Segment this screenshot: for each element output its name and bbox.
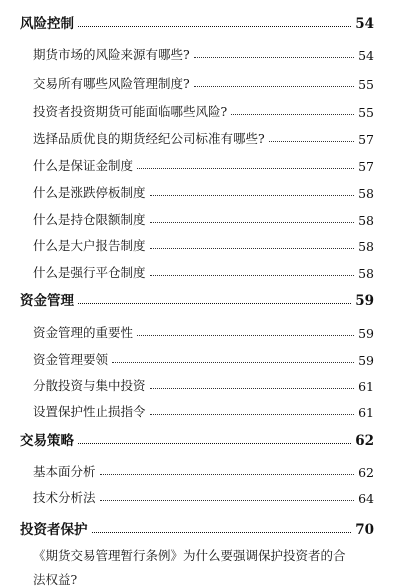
toc-title: 资金管理要领	[33, 352, 109, 367]
dot-leader	[194, 57, 354, 58]
toc-item-partial[interactable]: 《期货交易管理暂行条例》为什么要强调保护投资者的合	[33, 548, 346, 563]
toc-item[interactable]	[33, 396, 374, 420]
toc-page-number: 58	[358, 239, 374, 254]
toc-item[interactable]	[33, 482, 374, 506]
dot-leader	[231, 114, 354, 115]
toc-item[interactable]	[33, 177, 374, 201]
dot-leader	[78, 303, 351, 304]
toc-item[interactable]	[33, 96, 374, 120]
toc-page-number: 59	[355, 293, 374, 309]
dot-leader	[137, 168, 354, 169]
toc-item[interactable]	[33, 39, 374, 63]
toc-section-fund-management[interactable]	[20, 285, 374, 309]
dot-leader	[112, 362, 354, 363]
dot-leader	[100, 474, 355, 475]
dot-leader	[150, 222, 355, 223]
toc-item[interactable]	[33, 68, 374, 92]
toc-page-number: 58	[358, 186, 374, 201]
toc-title: 交易策略	[20, 429, 76, 449]
toc-page-number: 57	[358, 159, 374, 174]
toc-item-partial-continuation: 法权益?	[33, 572, 78, 587]
toc-page-number: 57	[358, 132, 374, 147]
dot-leader	[78, 443, 351, 444]
toc-item[interactable]	[33, 204, 374, 228]
toc-title: 什么是大户报告制度	[33, 238, 146, 253]
toc-page-number: 70	[355, 522, 374, 538]
toc-item[interactable]	[33, 257, 374, 281]
toc-page-number: 64	[358, 491, 374, 506]
toc-title: 基本面分析	[33, 464, 96, 479]
toc-item[interactable]	[33, 230, 374, 254]
toc-item[interactable]	[33, 123, 374, 147]
dot-leader	[194, 86, 354, 87]
toc-page-number: 62	[355, 433, 374, 449]
toc-page-number: 58	[358, 213, 374, 228]
toc-title: 交易所有哪些风险管理制度?	[33, 76, 190, 91]
toc-item[interactable]	[33, 370, 374, 394]
toc-page-number: 61	[358, 379, 374, 394]
toc-title: 资金管理的重要性	[33, 325, 134, 340]
toc-section-risk-control[interactable]	[20, 8, 374, 32]
toc-title: 什么是强行平仓制度	[33, 265, 146, 280]
dot-leader	[137, 335, 354, 336]
toc-section-investor-protection[interactable]	[20, 514, 374, 538]
dot-leader	[269, 141, 354, 142]
dot-leader	[100, 500, 355, 501]
toc-title: 资金管理	[20, 289, 76, 309]
toc-page-number: 55	[358, 105, 374, 120]
dot-leader	[150, 248, 355, 249]
toc-title: 期货市场的风险来源有哪些?	[33, 47, 190, 62]
dot-leader	[150, 388, 355, 389]
dot-leader	[78, 26, 351, 27]
toc-page-number: 58	[358, 266, 374, 281]
toc-item[interactable]	[33, 344, 374, 368]
dot-leader	[92, 532, 352, 533]
dot-leader	[150, 195, 355, 196]
toc-item[interactable]	[33, 150, 374, 174]
toc-item[interactable]	[33, 456, 374, 480]
dot-leader	[150, 414, 355, 415]
toc-title: 什么是持仓限额制度	[33, 212, 146, 227]
toc-title: 选择品质优良的期货经纪公司标准有哪些?	[33, 131, 265, 146]
toc-title: 投资者保护	[20, 518, 90, 538]
toc-page-number: 62	[358, 465, 374, 480]
toc-title: 风险控制	[20, 12, 76, 32]
toc-page-number: 54	[358, 48, 374, 63]
toc-page-number: 59	[358, 326, 374, 341]
toc-page-number: 59	[358, 353, 374, 368]
toc-title: 设置保护性止损指令	[33, 404, 146, 419]
toc-item[interactable]	[33, 317, 374, 341]
toc-page-number: 55	[358, 77, 374, 92]
toc-page-number: 54	[355, 16, 374, 32]
toc-title: 投资者投资期货可能面临哪些风险?	[33, 104, 228, 119]
toc-title: 什么是涨跌停板制度	[33, 185, 146, 200]
dot-leader	[150, 275, 355, 276]
toc-section-trading-strategy[interactable]	[20, 425, 374, 449]
toc-page-number: 61	[358, 405, 374, 420]
toc-title: 技术分析法	[33, 490, 96, 505]
toc-title: 什么是保证金制度	[33, 158, 134, 173]
toc-title: 分散投资与集中投资	[33, 378, 146, 393]
